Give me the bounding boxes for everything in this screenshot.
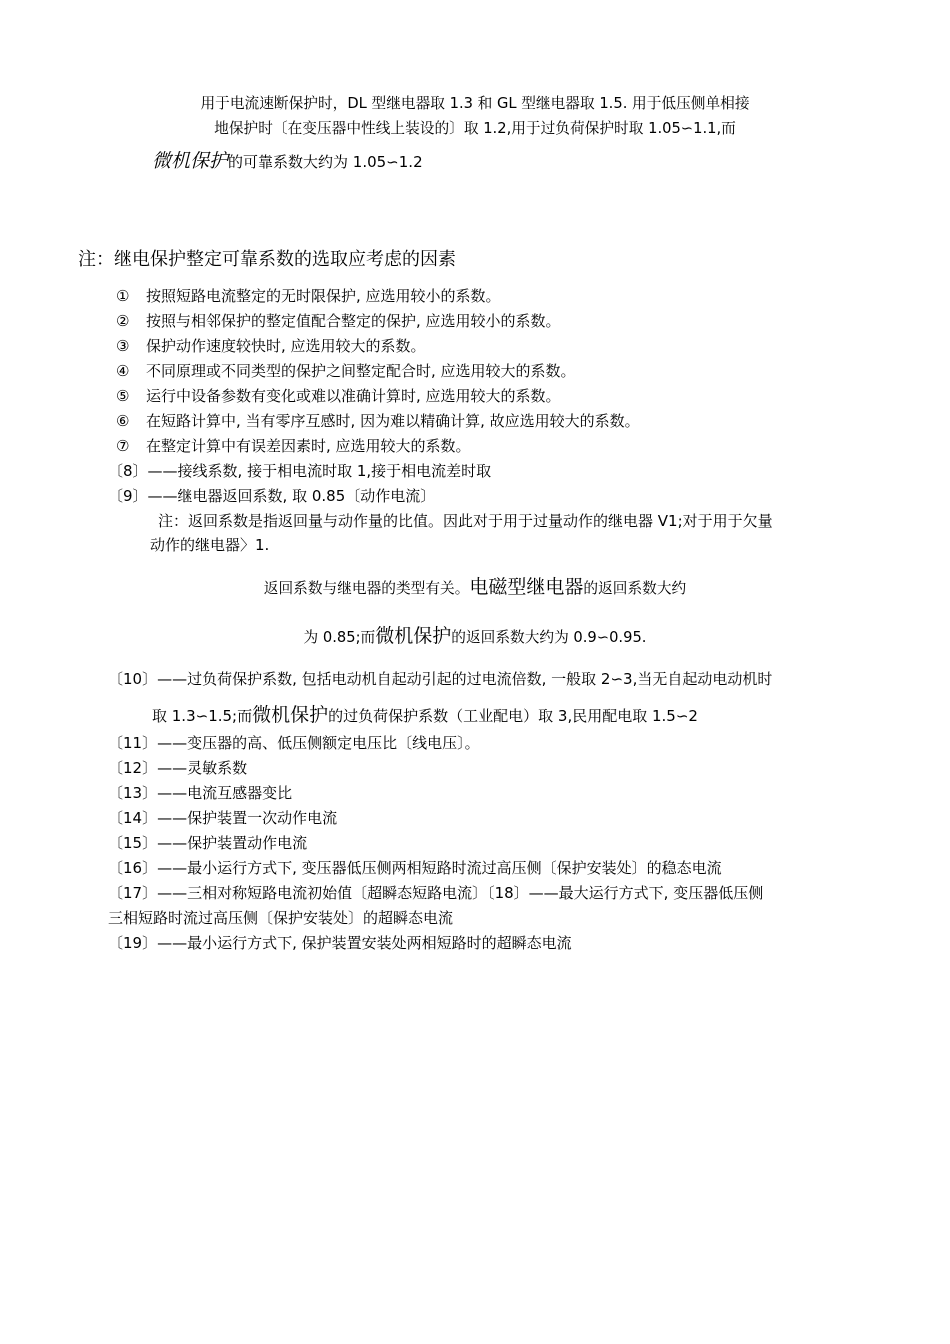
para1-line2: 地保护时〔在变压器中性线上装设的〕取 1.2,用于过负荷保护时取 1.05∽1.1,而 [214, 120, 736, 137]
para1-line1: 用于电流速断保护时，DL 型继电器取 1.3 和 GL 型继电器取 1.5. 用于低压侧单相接 [200, 95, 750, 112]
item-9-return-coefficient: 〔9〕——继电器返回系数, 取 0.85〔动作电流〕 [108, 487, 436, 505]
item-10-line2: 取 1.3∽1.5;而微机保护的过负荷保护系数（工业配电）取 3,民用配电取 1.5∽2 [152, 704, 698, 726]
item-11: 〔11〕——变压器的高、低压侧额定电压比〔线电压〕。 [108, 734, 480, 752]
return-coefficient-line2: 为 0.85;而微机保护的返回系数大约为 0.9∽0.95. [303, 625, 647, 647]
item-15: 〔15〕——保护装置动作电流 [108, 834, 308, 852]
item-14: 〔14〕——保护装置一次动作电流 [108, 809, 338, 827]
item-10-line1: 〔10〕——过负荷保护系数, 包括电动机自起动引起的过电流倍数, 一般取 2∽3,当无自起动电动机时 [108, 670, 773, 688]
return-coefficient-line1: 返回系数与继电器的类型有关。电磁型继电器的返回系数大约 [263, 576, 687, 598]
item-19: 〔19〕——最小运行方式下, 保护装置安装处两相短路时的超瞬态电流 [108, 934, 572, 952]
microcomputer-protection-term: 微机保护 [252, 704, 329, 726]
list-item: ⑤ 运行中设备参数有变化或难以准确计算时, 应选用较大的系数。 [116, 387, 561, 405]
microcomputer-protection-term: 微机保护 [375, 625, 452, 647]
list-item: ⑦ 在整定计算中有误差因素时, 应选用较大的系数。 [116, 437, 471, 455]
note-heading: 注：继电保护整定可靠系数的选取应考虑的因素 [78, 249, 456, 270]
list-item: ④ 不同原理或不同类型的保护之间整定配合时, 应选用较大的系数。 [116, 362, 576, 380]
item-17-line1: 〔17〕——三相对称短路电流初始值〔超瞬态短路电流〕〔18〕——最大运行方式下, 变压器低压侧 [108, 884, 764, 902]
list-item: ① 按照短路电流整定的无时限保护, 应选用较小的系数。 [116, 287, 501, 305]
microcomputer-protection-term: 微机保护 [152, 150, 229, 172]
item-12: 〔12〕——灵敏系数 [108, 759, 248, 777]
list-item: ③ 保护动作速度较快时, 应选用较大的系数。 [116, 337, 426, 355]
item-17-line2: 三相短路时流过高压侧〔保护安装处〕的超瞬态电流 [108, 909, 454, 927]
item-9-note-line1: 注：返回系数是指返回量与动作量的比值。因此对于用于过量动作的继电器 V1;对于用于欠量 [158, 512, 773, 530]
para1-line3-rest: 的可靠系数大约为 1.05∽1.2 [228, 153, 423, 171]
item-16: 〔16〕——最小运行方式下, 变压器低压侧两相短路时流过高压侧〔保护安装处〕的稳态电流 [108, 859, 722, 877]
item-9-note-line2: 动作的继电器〉1. [150, 536, 270, 554]
para1-line3 [152, 151, 423, 172]
list-item: ② 按照与相邻保护的整定值配合整定的保护, 应选用较小的系数。 [116, 312, 561, 330]
item-8-wiring-coefficient: 〔8〕——接线系数, 接于相电流时取 1,接于相电流差时取 [108, 462, 492, 480]
list-item: ⑥ 在短路计算中, 当有零序互感时, 因为难以精确计算, 故应选用较大的系数。 [116, 412, 640, 430]
item-13: 〔13〕——电流互感器变比 [108, 784, 293, 802]
electromagnetic-relay-term: 电磁型继电器 [469, 576, 584, 598]
